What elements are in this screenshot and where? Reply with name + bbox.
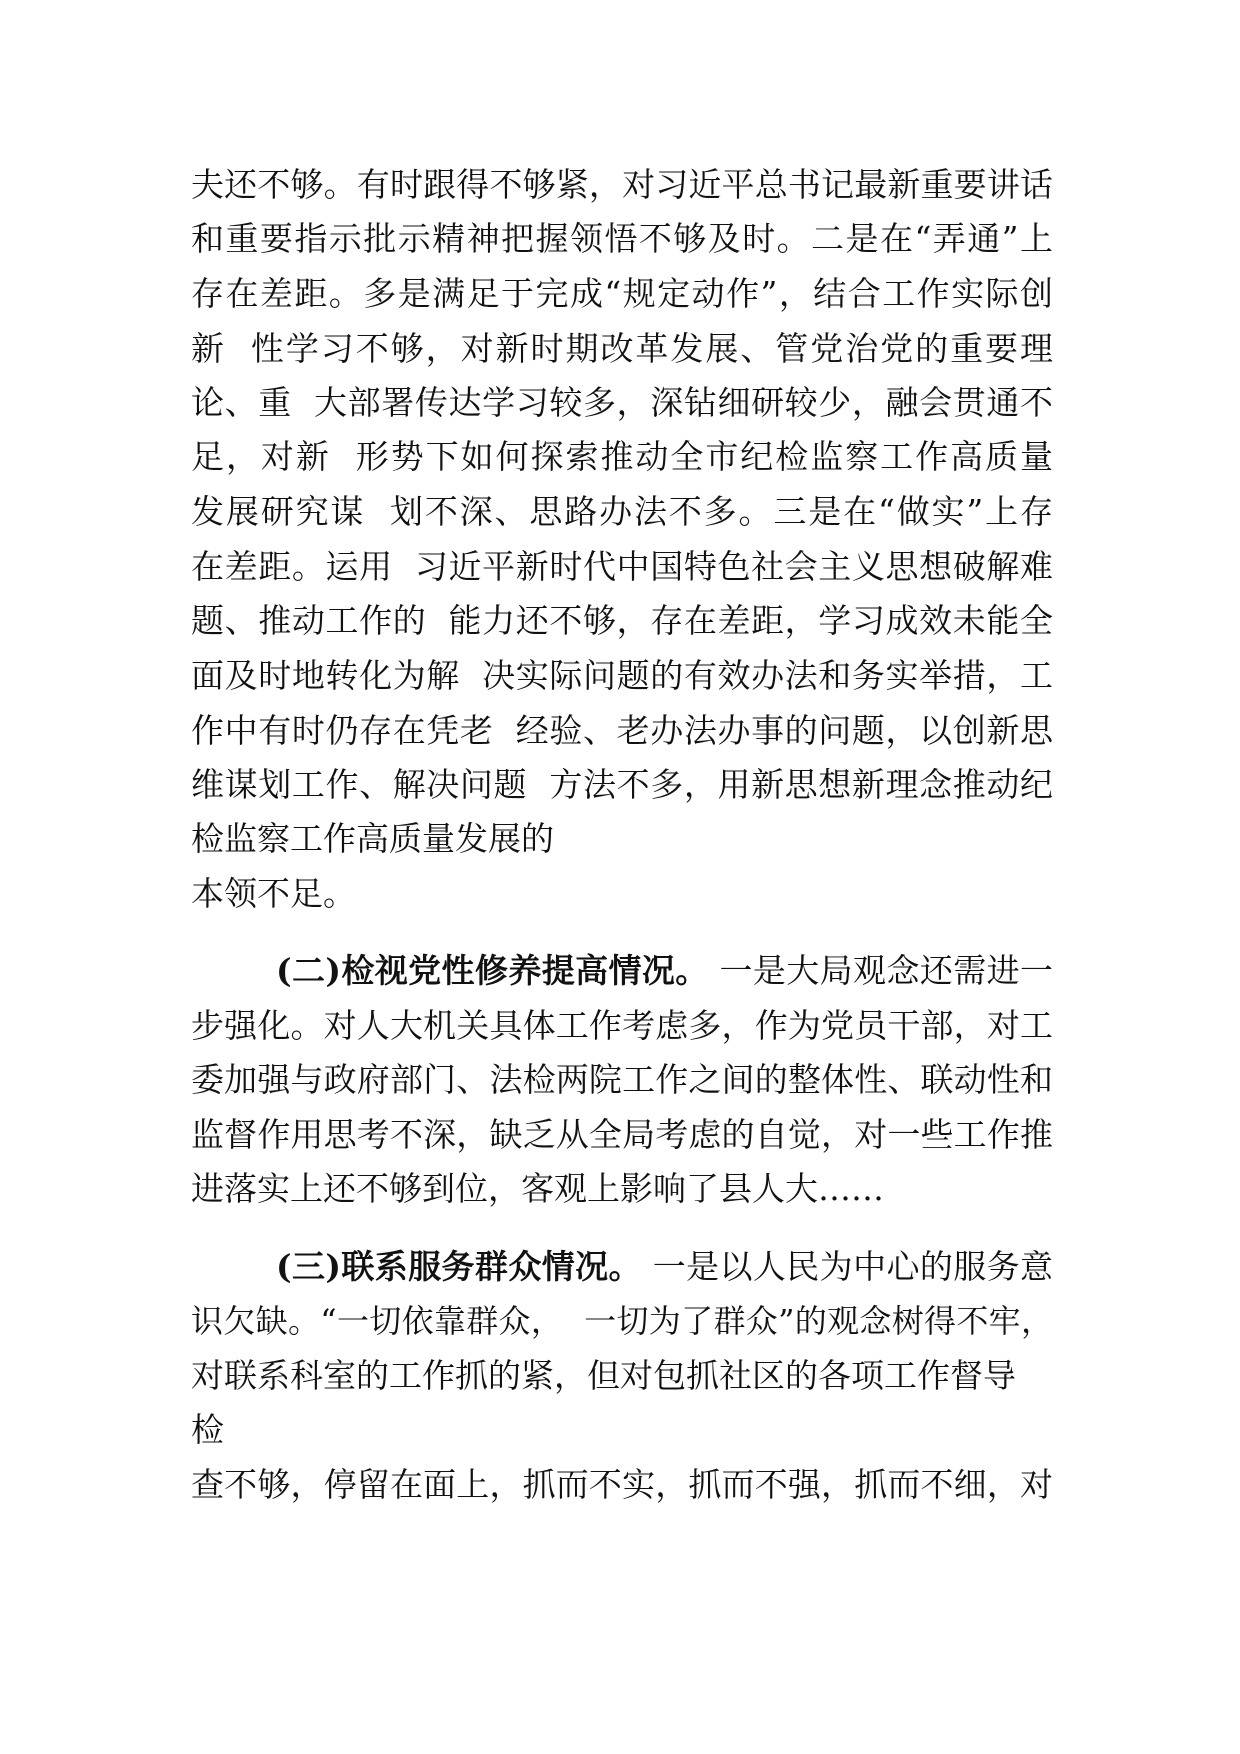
body-line: 作中有时仍存在凭老 经验、老办法办事的问题，以创新思 [191, 711, 1053, 750]
body-line: 题、推动工作的 能力还不够，存在差距，学习成效未能全 [191, 601, 1053, 640]
section-3-first-line-text: 一是以人民为中心的服务意 [641, 1247, 1053, 1286]
body-line: 委加强与政府部门、法检两院工作之间的整体性、联动性和 [191, 1060, 1053, 1099]
body-line: 监督作用思考不深，缺乏从全局考虑的自觉，对一些工作推 [191, 1115, 1053, 1154]
body-line: 发展研究谋 划不深、思路办法不多。三是在“做实”上存 [191, 492, 1053, 531]
body-line: 和重要指示批示精神把握领悟不够及时。二是在“弄通”上 [191, 219, 1053, 258]
body-line: 进落实上还不够到位，客观上影响了县人大…… [191, 1169, 884, 1208]
section-3-heading: (三)联系服务群众情况。 [276, 1247, 642, 1286]
body-line: 面及时地转化为解 决实际问题的有效办法和务实举措，工 [191, 656, 1053, 695]
body-line: 在差距。运用 习近平新时代中国特色社会主义思想破解难 [191, 547, 1053, 586]
body-line: 夫还不够。有时跟得不够紧，对习近平总书记最新重要讲话 [191, 165, 1053, 204]
body-line: 检监察工作高质量发展的 [191, 819, 554, 858]
section-2-first-line [276, 949, 1053, 993]
section-2-first-line-text: 一是大局观念还需进一 [708, 951, 1053, 990]
body-line: 查不够，停留在面上，抓而不实，抓而不强，抓而不细，对 [191, 1465, 1053, 1504]
body-line: 新 性学习不够，对新时期改革发展、管党治党的重要理 [191, 329, 1053, 368]
body-line: 本领不足。 [191, 874, 356, 913]
body-line: 步强化。对人大机关具体工作考虑多，作为党员干部，对工 [191, 1006, 1053, 1045]
body-line: 对联系科室的工作抓的紧，但对包抓社区的各项工作督导 [191, 1356, 1016, 1395]
body-line: 维谋划工作、解决问题 方法不多，用新思想新理念推动纪 [191, 765, 1053, 804]
body-line: 检 [191, 1410, 224, 1449]
body-line: 论、重 大部署传达学习较多，深钻细研较少，融会贯通不 [191, 383, 1053, 422]
body-line: 识欠缺。“一切依靠群众， 一切为了群众”的观念树得不牢， [191, 1302, 1053, 1340]
body-line: 存在差距。多是满足于完成“规定动作”，结合工作实际创 [191, 274, 1053, 313]
section-2-heading: (二)检视党性修养提高情况。 [276, 951, 709, 990]
section-3-first-line [276, 1245, 1053, 1289]
body-line: 足，对新 形势下如何探索推动全市纪检监察工作高质量 [191, 437, 1053, 476]
